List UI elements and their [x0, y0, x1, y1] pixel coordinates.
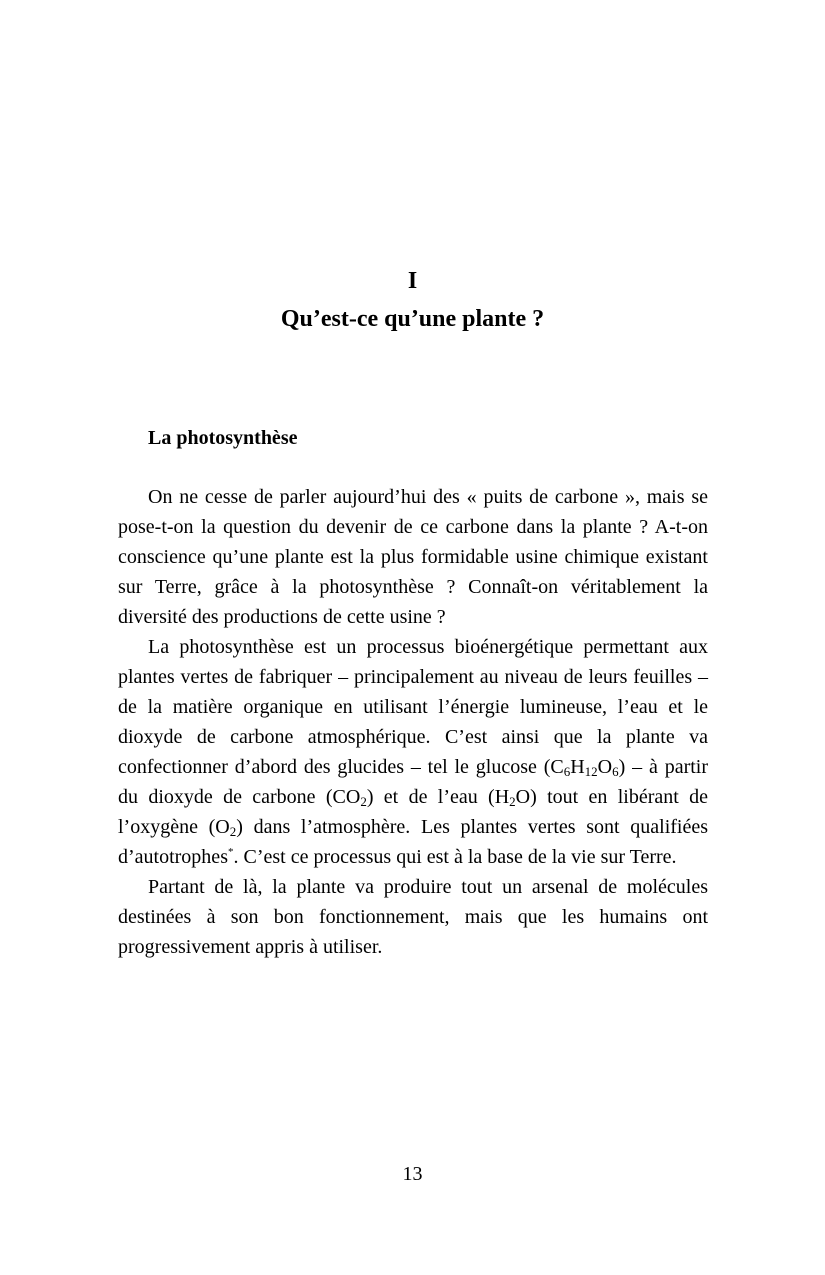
text-segment: ) – à partir du dioxyde de carbone (CO [118, 756, 708, 808]
section-heading: La photosynthèse [148, 427, 298, 449]
paragraph-2 [118, 632, 708, 872]
subscript: 2 [360, 794, 367, 809]
text-segment: ) dans l’atmosphère. Les plantes vertes sont qualifiées d’autotrophes [118, 816, 709, 868]
subscript: 6 [612, 764, 619, 779]
body-text [118, 482, 708, 962]
subscript: 2 [229, 824, 237, 839]
text-segment: O) tout en libérant de l’oxygène (O [118, 786, 708, 838]
paragraph-1: On ne cesse de parler aujourd’hui des « puits de carbone », mais se pose-t-on la question du devenir de ce carbone dans la plante ? A-t-on conscience qu’une plante est la plus formidable usine chimique existant sur Terre, grâce à la photosynthèse ? Connaît-on véritablement la diversité des productions de cette usine ? [118, 486, 708, 628]
text-segment: . C’est ce processus qui est à la base de la vie sur Terre. [233, 846, 677, 868]
paragraph-3: Partant de là, la plante va produire tout un arsenal de molécules destinées à son bon fonctionnement, mais que les humains ont progressivement appris à utiliser. [118, 876, 708, 958]
footnote-marker[interactable]: * [227, 846, 234, 858]
subscript: 2 [509, 794, 516, 809]
chapter-number: I [407, 268, 418, 294]
chapter-title: Qu’est-ce qu’une plante ? [280, 306, 545, 332]
text-segment: O [597, 756, 613, 778]
subscript: 12 [584, 764, 598, 779]
text-segment: H [570, 756, 585, 778]
text-segment: La photosynthèse est un processus bioénergétique permettant aux plantes vertes de fabriquer – principalement au niveau de leurs feuilles – de la matière organique en utilisant l’énergie lumineuse, l’eau et le dioxyde de carbone atmosphérique. C’est ainsi que la plante va confectionner d’abord des glucides – tel le glucose (C [118, 636, 708, 778]
page-number: 13 [402, 1163, 423, 1185]
subscript: 6 [563, 764, 571, 779]
text-segment: ) et de l’eau (H [366, 786, 510, 808]
